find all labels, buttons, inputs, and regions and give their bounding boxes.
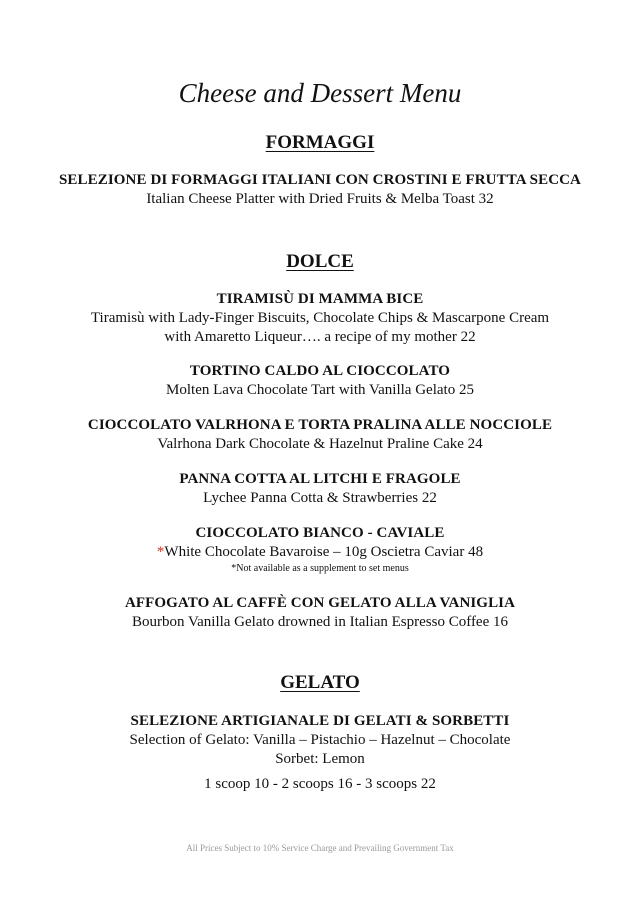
item-description: Molten Lava Chocolate Tart with Vanilla Gelato 25	[166, 382, 474, 398]
menu-item-formaggi-selection	[0, 170, 640, 209]
item-name: SELEZIONE ARTIGIANALE DI GELATI & SORBETTI	[130, 713, 510, 729]
item-name: SELEZIONE DI FORMAGGI ITALIANI CON CROSTINI E FRUTTA SECCA	[58, 172, 581, 188]
section-heading-formaggi: FORMAGGI	[265, 132, 375, 153]
menu-item-affogato	[0, 593, 640, 632]
item-name: CIOCCOLATO VALRHONA E TORTA PRALINA ALLE NOCCIOLE	[87, 417, 553, 433]
item-description: Italian Cheese Platter with Dried Fruits & Melba Toast 32	[146, 191, 494, 207]
item-description: Bourbon Vanilla Gelato drowned in Italian Espresso Coffee 16	[131, 614, 509, 630]
menu-item-tortino	[0, 361, 640, 400]
item-description-text: White Chocolate Bavaroise – 10g Oscietra Caviar 48	[164, 544, 484, 560]
item-name: TORTINO CALDO AL CIOCCOLATO	[189, 363, 451, 379]
menu-item-gelati-sorbetti	[0, 711, 640, 769]
item-description: Lychee Panna Cotta & Strawberries 22	[203, 490, 437, 506]
menu-title: Cheese and Dessert Menu	[178, 78, 462, 108]
item-name: TIRAMISÙ DI MAMMA BICE	[216, 291, 424, 307]
item-description-line-1: Tiramisù with Lady-Finger Biscuits, Chocolate Chips & Mascarpone Cream	[90, 310, 550, 326]
section-heading-gelato: GELATO	[280, 672, 360, 693]
item-description-line-2: Sorbet: Lemon	[275, 751, 365, 767]
menu-item-panna-cotta	[0, 469, 640, 508]
asterisk-mark: *	[156, 544, 165, 560]
item-description: Valrhona Dark Chocolate & Hazelnut Praline Cake 24	[157, 436, 483, 452]
item-name: AFFOGATO AL CAFFÈ CON GELATO ALLA VANIGLIA	[124, 595, 516, 611]
item-name: CIOCCOLATO BIANCO - CAVIALE	[195, 525, 445, 541]
item-description-line-1: Selection of Gelato: Vanilla – Pistachio – Hazelnut – Chocolate	[129, 732, 511, 748]
item-note: *Not available as a supplement to set menus	[231, 563, 409, 574]
item-name: PANNA COTTA AL LITCHI E FRAGOLE	[179, 471, 461, 487]
section-heading-dolce: DOLCE	[286, 251, 354, 272]
item-description	[0, 543, 640, 562]
menu-item-cioccolato-bianco	[0, 523, 640, 576]
item-description-line-2: with Amaretto Liqueur…. a recipe of my mother 22	[164, 329, 476, 345]
menu-item-valrhona	[0, 415, 640, 454]
gelato-scoop-pricing: 1 scoop 10 - 2 scoops 16 - 3 scoops 22	[204, 776, 436, 792]
menu-item-tiramisu	[0, 289, 640, 347]
footer-service-charge-note: All Prices Subject to 10% Service Charge and Prevailing Government Tax	[186, 843, 454, 853]
